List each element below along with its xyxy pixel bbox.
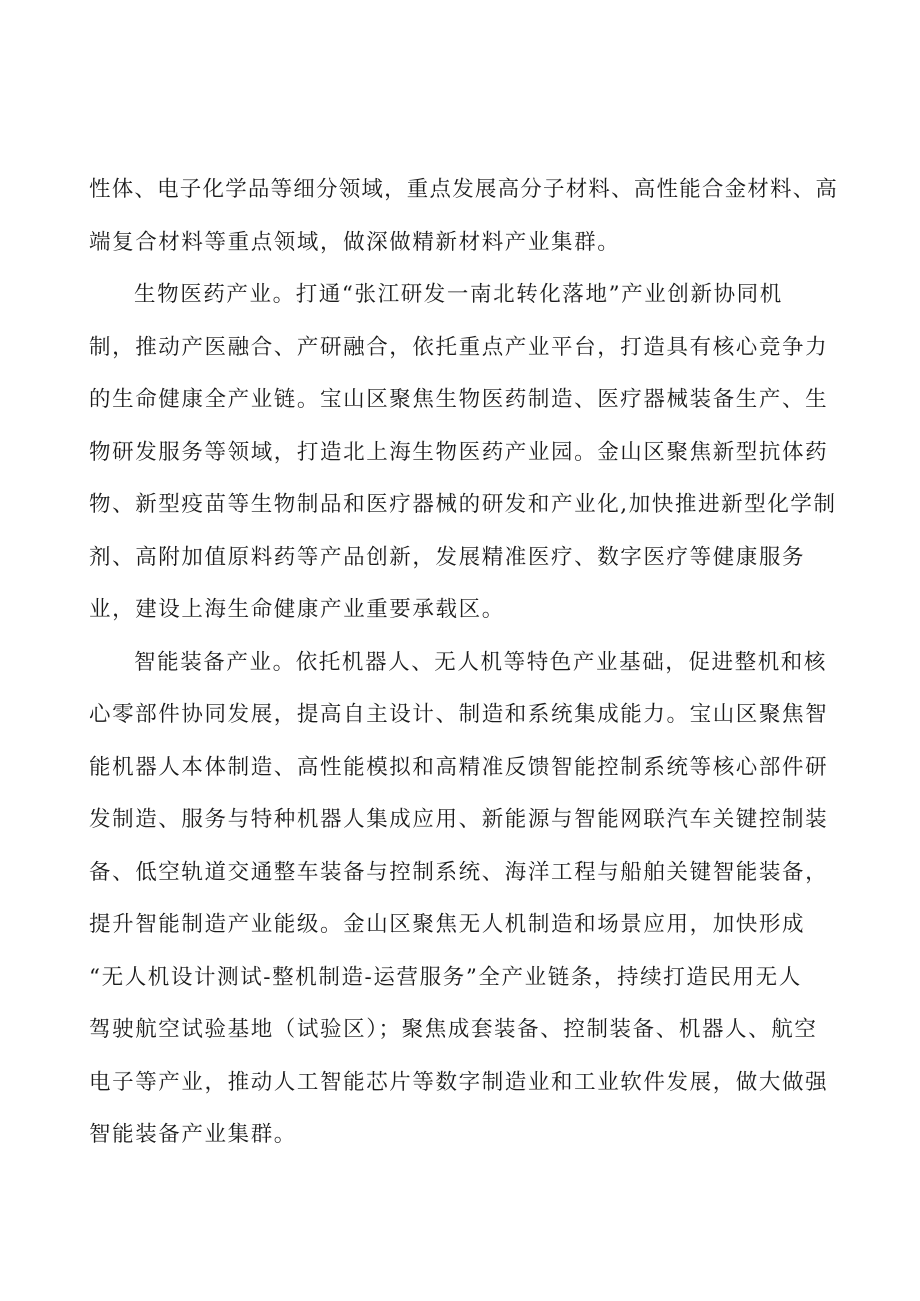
text-line: 智能装备产业集群。 xyxy=(89,1122,297,1147)
document-body xyxy=(89,164,841,1162)
text-line: 端复合材料等重点领域，做深做精新材料产业集群。 xyxy=(89,229,621,255)
text-line: 驾驶航空试验基地（试验区）；聚焦成套装备、控制装备、机器人、航空 xyxy=(89,1017,818,1042)
text-line: 生物医药产业。打通“张江研发一南北转化落地”产业创新协同机 xyxy=(134,282,783,307)
text-line: 能机器人本体制造、高性能模拟和高精准反馈智能控制系统等核心部件研 xyxy=(89,754,829,780)
text-line: 心零部件协同发展，提高自主设计、制造和系统集成能力。宝山区聚焦智 xyxy=(89,702,829,727)
text-line: 性体、电子化学品等细分领域，重点发展高分子材料、高性能合金材料、高 xyxy=(89,177,839,202)
paragraph-intelligent-equipment xyxy=(89,637,841,1162)
text-line: 剂、高附加值原料药等产品创新，发展精准医疗、数字医疗等健康服务 xyxy=(89,544,806,570)
text-line: 发制造、服务与特种机器人集成应用、新能源与智能网联汽车关键控制装 xyxy=(89,807,829,832)
paragraph-materials xyxy=(89,164,841,269)
text-line: 业，建设上海生命健康产业重要承载区。 xyxy=(89,597,505,622)
paragraph-biomedicine xyxy=(89,269,841,637)
text-line: 提升智能制造产业能级。金山区聚焦无人机制造和场景应用，加快形成 xyxy=(89,912,806,937)
text-line: 制，推动产医融合、产研融合，依托重点产业平台，打造具有核心竞争力 xyxy=(89,334,829,360)
text-line: 智能装备产业。依托机器人、无人机等特色产业基础，促进整机和核 xyxy=(134,649,828,675)
text-line: 物研发服务等领域，打造北上海生物医药产业园。金山区聚焦新型抗体药 xyxy=(89,439,829,465)
text-line: 的生命健康全产业链。宝山区聚焦生物医药制造、医疗器械装备生产、生 xyxy=(89,387,829,412)
text-line: “无人机设计测试-整机制造-运营服务”全产业链条，持续打造民用无人 xyxy=(89,964,802,990)
text-line: 电子等产业，推动人工智能芯片等数字制造业和工业软件发展，做大做强 xyxy=(89,1069,829,1095)
text-line: 物、新型疫苗等生物制品和医疗器械的研发和产业化,加快推进新型化学制 xyxy=(89,492,837,517)
text-line: 备、低空轨道交通整车装备与控制系统、海洋工程与船舶关键智能装备， xyxy=(89,859,829,885)
